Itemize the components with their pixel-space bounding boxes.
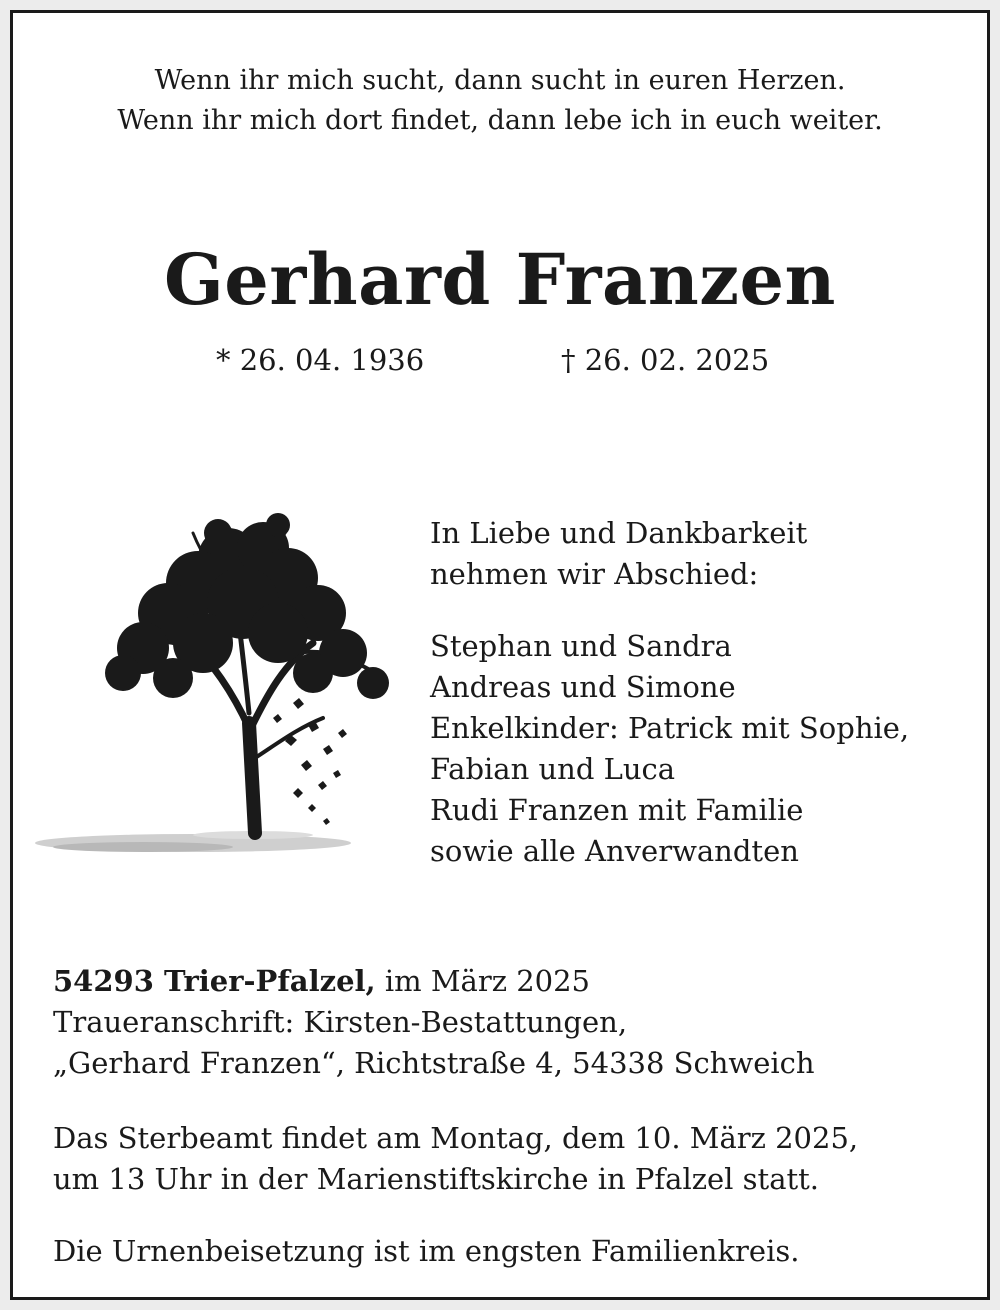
list-item: Stephan und Sandra [430,629,732,663]
list-item: Enkelkinder: Patrick mit Sophie, [430,711,910,745]
motto [13,61,987,141]
farewell-line-2: nehmen wir Abschied: [430,557,759,591]
deceased-name: Gerhard Franzen [164,238,836,321]
list-item: Fabian und Luca [430,752,676,786]
service-line-1: Das Sterbeamt findet am Montag, dem 10. März 2025, [53,1121,859,1155]
motto-line-1: Wenn ihr mich sucht, dann sucht in euren Herzen. [154,65,846,96]
urn-burial-note: Die Urnenbeisetzung ist im engsten Familienkreis. [53,1234,800,1268]
place-location: 54293 Trier-Pfalzel, [53,964,376,998]
list-item: Rudi Franzen mit Familie [430,793,804,827]
place-date-line [53,961,815,1002]
birth-date: * 26. 04. 1936 [216,343,425,377]
motto-line-2: Wenn ihr mich dort findet, dann lebe ich in euch weiter. [117,105,883,136]
list-item: sowie alle Anverwandten [430,834,799,868]
death-date: † 26. 02. 2025 [561,343,770,377]
obituary-frame [10,10,990,1300]
place-and-address [53,961,815,1084]
service-info [53,1118,858,1200]
farewell-line-1: In Liebe und Dankbarkeit [430,516,808,550]
mourning-address-line-2: „Gerhard Franzen“, Richtstraße 4, 54338 Schweich [53,1046,815,1080]
mourning-address-line-1: Traueranschrift: Kirsten-Bestattungen, [53,1005,628,1039]
farewell-text [430,513,807,595]
family-list [430,626,909,872]
place-date: im März 2025 [375,964,590,998]
service-line-2: um 13 Uhr in der Marienstiftskirche in Pfalzel statt. [53,1162,820,1196]
list-item: Andreas und Simone [430,670,736,704]
tree-icon [23,503,423,863]
